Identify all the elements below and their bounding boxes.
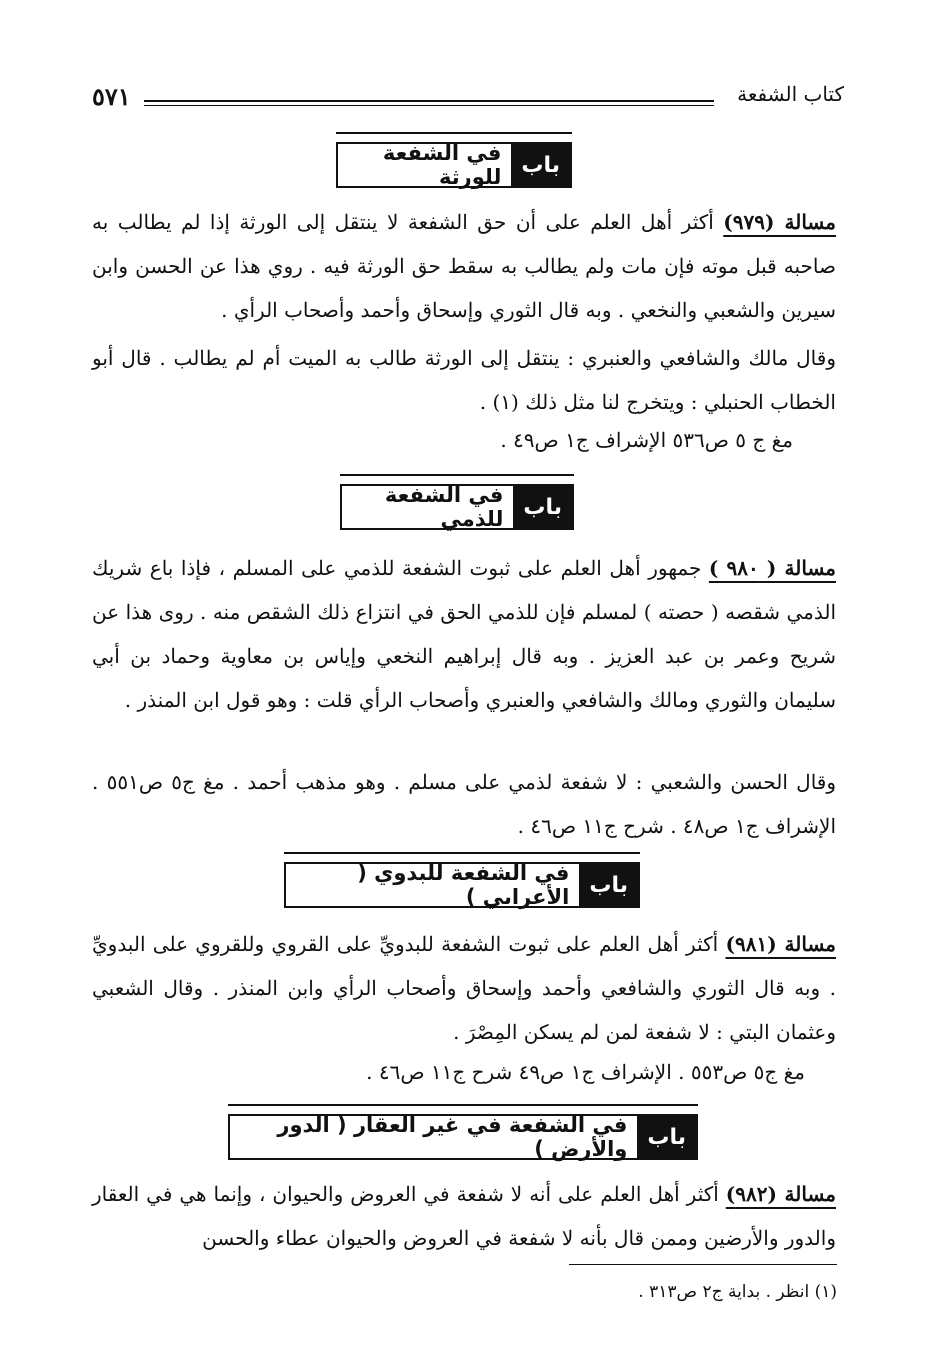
book-title: كتاب الشفعة [737,82,844,106]
paragraph-text: وقال مالك والشافعي والعنبري : ينتقل إلى الورثة طالب به الميت أم لم يطالب . قال أبو الخطاب الحنبلي : ويتخرج لنا مثل ذلك (١) . [92,346,836,414]
issue-label: مسالة (٩٨١) [725,932,837,956]
paragraph-text: وقال الحسن والشعبي : لا شفعة لذمي على مسلم . وهو مذهب أحمد . مغ ج٥ ص٥٥١ . الإشراف ج١ ص٤٨ . شرح ج١١ ص٤٦ . [92,770,837,838]
running-header [92,78,844,118]
chapter-label: باب [637,1116,696,1158]
page-number: ٥٧١ [92,82,131,111]
issue-paragraph [92,922,836,1054]
issue-label: مسالة ( ٩٨٠ ) [708,556,836,580]
footnote: (١) انظر . بداية ج٢ ص٣١٣ . [638,1282,837,1302]
chapter-title: في الشفعة للذمي [384,483,504,531]
issue-paragraph [92,1172,836,1260]
chapter-title: في الشفعة في غير العقار ( الدور والأرض ) [277,1113,628,1161]
chapter-title: في الشفعة للورثة [382,141,502,189]
paragraph-text: أكثر أهل العلم على ثبوت الشفعة للبدويِّ على القروي وللقروي على البدويِّ . وبه قال الثوري والشافعي وأحمد وإسحاق وأصحاب الرأي وابن المنذر . وقال الشعبي وعثمان البتي : لا شفعة لمن لم يسكن المِصْرَ . [92,932,836,1044]
issue-label: مسالة (٩٧٩) [723,210,836,234]
paragraph-text: أكثر أهل العلم على أن حق الشفعة لا ينتقل إلى الورثة إذا لم يطالب به صاحبه قبل موته فإن مات ولم يطالب به سقط حق الورثة فيه . روي هذا عن الحسن وابن سيرين والشعبي والنخعي . وبه قال الثوري وإسحاق وأحمد وأصحاب الرأي . [92,210,836,322]
chapter-heading [284,852,640,908]
chapter-label: باب [513,486,572,528]
chapter-label: باب [511,144,570,186]
issue-paragraph [92,546,836,722]
chapter-heading [228,1104,698,1160]
header-rule [144,100,714,102]
issue-label: مسالة (٩٨٢) [725,1182,837,1206]
paragraph-text: أكثر أهل العلم على أنه لا شفعة في العروض والحيوان ، وإنما هي في العقار والدور والأرضين وممن قال بأنه لا شفعة في العروض والحيوان عطاء والحسن [92,1182,836,1250]
reference-line: مغ ج٥ ص٥٥٣ . الإشراف ج١ ص٤٩ شرح ج١١ ص٤٦ . [366,1060,805,1084]
paragraph [92,760,836,848]
chapter-heading [340,474,574,530]
chapter-heading [336,132,572,188]
issue-paragraph [92,200,836,332]
paragraph [92,336,836,424]
footnote-rule [569,1264,837,1265]
paragraph-text: جمهور أهل العلم على ثبوت الشفعة للذمي على المسلم ، فإذا باع شريك الذمي شقصه ( حصته ) لمسلم فإن للذمي الحق في انتزاع ذلك الشقص منه . روى هذا عن شريح وعمر بن عبد العزيز . وبه قال إبراهيم النخعي وإياس بن معاوية وحماد بن أبي سليمان والثوري ومالك والشافعي والعنبري وأصحاب الرأي قلت : وهو قول ابن المنذر . [92,556,836,712]
reference-line: مغ ج ٥ ص٥٣٦ الإشراف ج١ ص٤٩ . [500,428,793,452]
chapter-label: باب [579,864,638,906]
chapter-title: في الشفعة للبدوي ( الأعرابي ) [357,861,570,909]
